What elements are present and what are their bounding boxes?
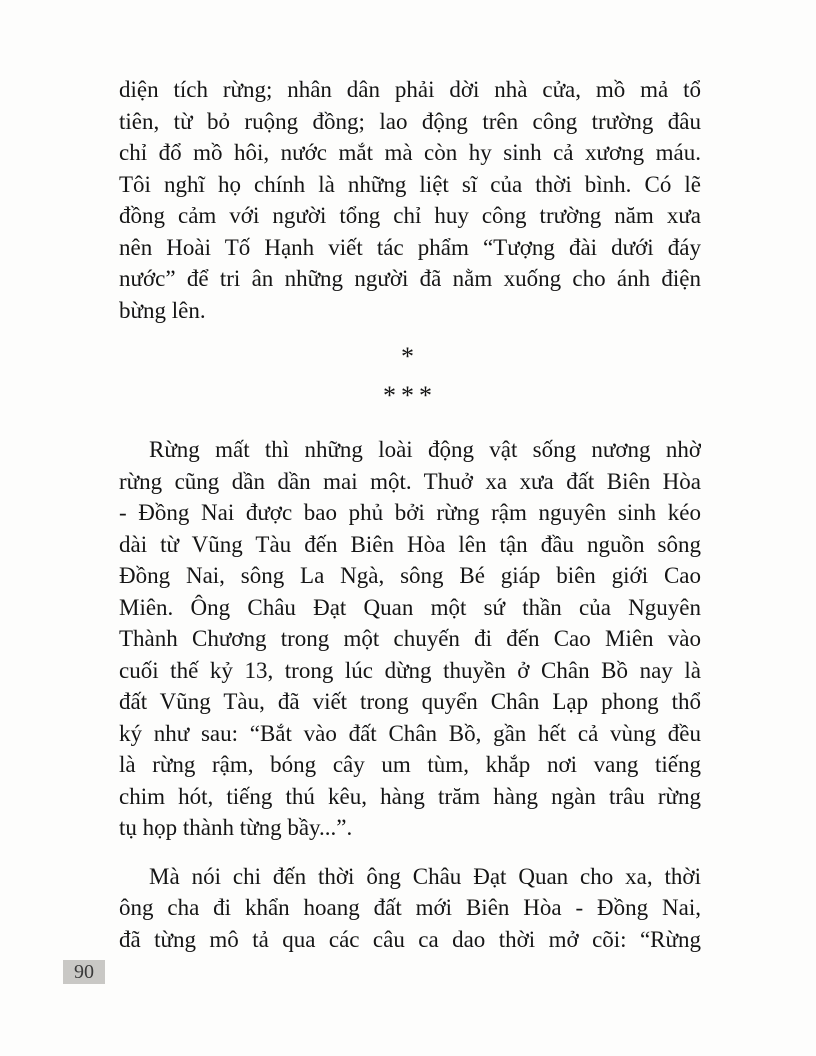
page-number: 90	[63, 960, 105, 984]
text-line: diện tích rừng; nhân dân phải dời nhà cửa, mồ mả tổ	[119, 77, 701, 102]
paragraph	[119, 861, 701, 956]
text-line: Đồng Nai, sông La Ngà, sông Bé giáp biên giới Cao	[119, 563, 701, 588]
text-line: chỉ đổ mồ hôi, nước mắt mà còn hy sinh cả xương máu.	[119, 140, 701, 165]
text-line: tiên, từ bỏ ruộng đồng; lao động trên công trường đâu	[119, 108, 701, 134]
text-line: Tôi nghĩ họ chính là những liệt sĩ của thời bình. Có lẽ	[119, 171, 701, 197]
text-line: cuối thế kỷ 13, trong lúc dừng thuyền ở Chân Bồ nay là	[119, 657, 701, 683]
text-line: đã từng mô tả qua các câu ca dao thời mở cõi: “Rừng	[119, 926, 701, 952]
text-line: ông cha đi khẩn hoang đất mới Biên Hòa - Đồng Nai,	[119, 895, 701, 920]
text-line: Miên. Ông Châu Đạt Quan một sứ thần của Nguyên	[119, 594, 701, 620]
text-line: đồng cảm với người tổng chỉ huy công trường năm xưa	[119, 203, 701, 228]
text-line: đất Vũng Tàu, đã viết trong quyển Chân Lạp phong thổ	[119, 689, 701, 714]
text-block	[119, 74, 701, 955]
text-line: là rừng rậm, bóng cây um tùm, khắp nơi vang tiếng	[119, 752, 701, 777]
section-separator	[119, 339, 701, 417]
separator-line: *	[401, 342, 419, 371]
text-line: bừng lên.	[119, 297, 206, 323]
text-line: Thành Chương trong một chuyến đi đến Cao Miên vào	[119, 626, 701, 651]
text-line: rừng cũng dần dần mai một. Thuở xa xưa đất Biên Hòa	[119, 468, 701, 494]
text-line: nước” để tri ân những người đã nằm xuống cho ánh điện	[119, 266, 701, 291]
text-line: Rừng mất thì những loài động vật sống nương nhờ	[149, 437, 701, 462]
text-line: ký như sau: “Bắt vào đất Chân Bồ, gần hết cả vùng đều	[119, 720, 701, 746]
separator-line: ***	[383, 381, 437, 410]
text-line: Mà nói chi đến thời ông Châu Đạt Quan cho xa, thời	[149, 863, 701, 889]
text-line: chim hót, tiếng thú kêu, hàng trăm hàng ngàn trâu rừng	[119, 783, 701, 809]
text-line: tụ họp thành từng bầy...”.	[119, 815, 353, 840]
text-line: - Đồng Nai được bao phủ bởi rừng rậm nguyên sinh kéo	[119, 500, 701, 525]
text-line: nên Hoài Tố Hạnh viết tác phẩm “Tượng đài dưới đáy	[119, 234, 701, 260]
text-line: dài từ Vũng Tàu đến Biên Hòa lên tận đầu nguồn sông	[119, 531, 701, 557]
paragraph	[119, 434, 701, 844]
paragraph	[119, 74, 701, 326]
